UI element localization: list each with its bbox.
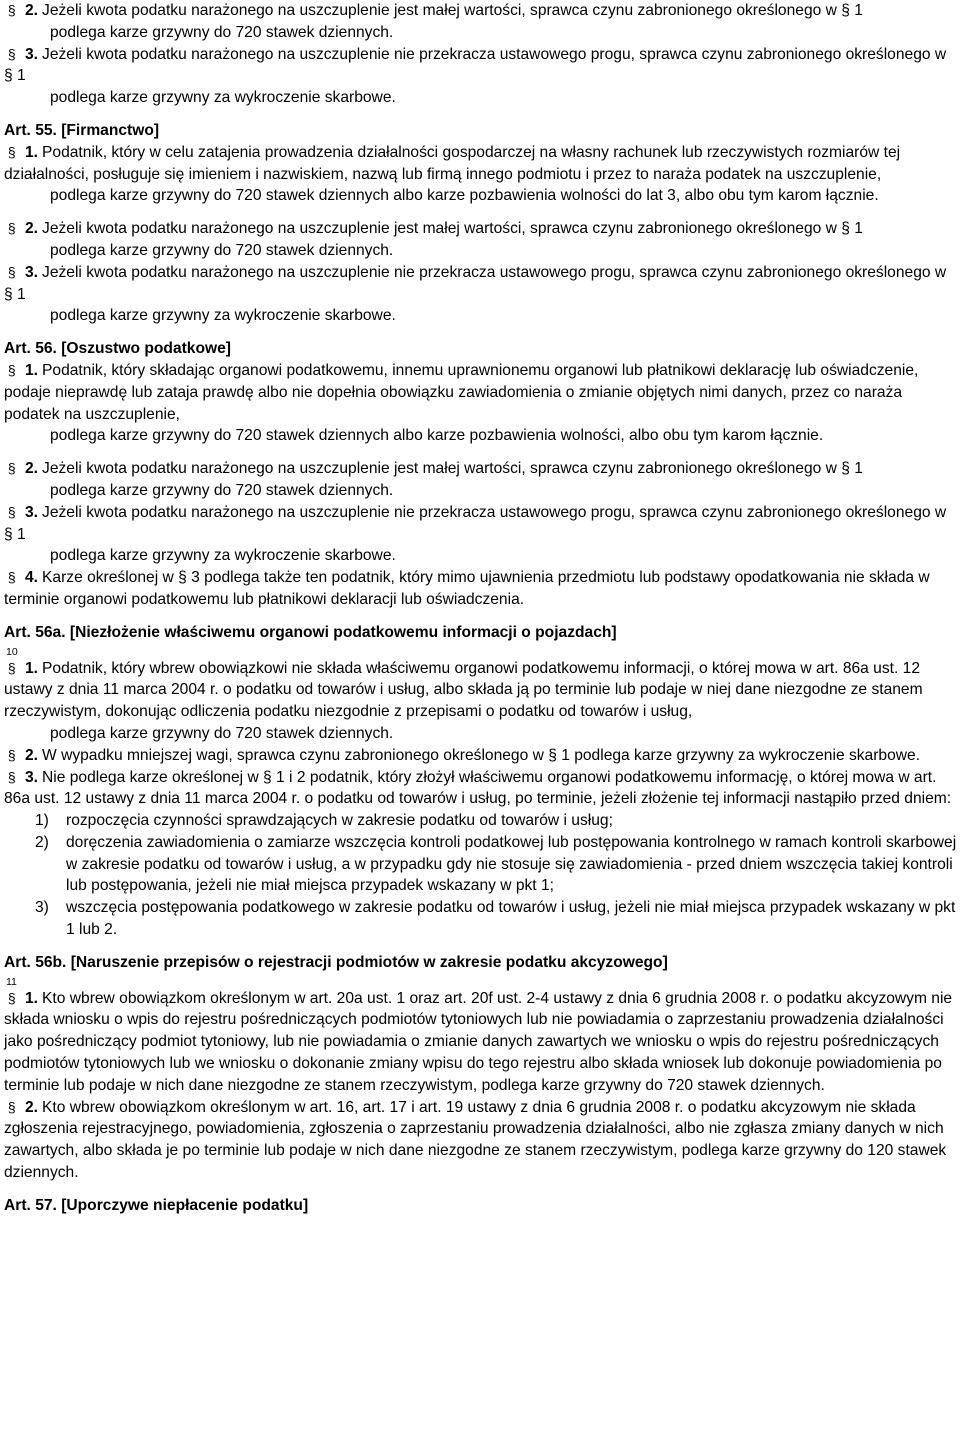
- paragraph: [4, 1097, 958, 1184]
- list-point: [4, 897, 958, 941]
- penalty-clause: podlega karze grzywny za wykroczenie skarbowe.: [50, 547, 396, 565]
- block-gap: [4, 941, 958, 952]
- paragraph: [4, 262, 958, 306]
- paragraph-text: W wypadku mniejszej wagi, sprawca czynu zabronionego określonego w § 1 podlega karze grzywny za wykroczenie skarbowe.: [42, 746, 921, 764]
- paragraph: [4, 360, 958, 425]
- footnote-marker[interactable]: 11: [6, 975, 17, 988]
- block-gap: [4, 109, 958, 120]
- penalty-clause: podlega karze grzywny do 720 stawek dziennych.: [50, 724, 394, 742]
- paragraph: [4, 767, 958, 811]
- block-gap: [4, 207, 958, 218]
- paragraph-number: 3.: [25, 263, 39, 281]
- article-heading: Art. 56. [Oszustwo podatkowe]: [4, 340, 232, 358]
- paragraph-text: Kto wbrew obowiązkom określonym w art. 16, art. 17 i art. 19 ustawy z dnia 6 grudnia 2008 r. o podatku akcyzowym nie składa zgłoszenia rejestracyjnego, powiadomienia, zgłoszenia o zaprzestaniu prowadzenia działalności, albo nie zgłasza zmiany danych w nich zawartych, albo składa je po terminie lub podaje w nich dane niezgodne ze stanem rzeczywistym, podlega karze grzywny do 120 stawek dziennych.: [4, 1098, 947, 1182]
- section-sign-icon: §: [4, 361, 16, 378]
- paragraph: [4, 988, 958, 1097]
- paragraph: [4, 502, 958, 546]
- paragraph-number: 1.: [25, 361, 39, 379]
- article-heading: Art. 57. [Uporczywe niepłacenie podatku]: [4, 1196, 309, 1214]
- block-gap: [4, 611, 958, 622]
- paragraph-number: 3.: [25, 503, 39, 521]
- paragraph-number: 1.: [25, 989, 39, 1007]
- block-gap: [4, 1184, 958, 1195]
- section-sign-icon: §: [4, 503, 16, 520]
- block-gap: [4, 447, 958, 458]
- paragraph-text: Jeżeli kwota podatku narażonego na uszczuplenie nie przekracza ustawowego progu, sprawca czynu zabronionego określonego w § 1: [4, 503, 947, 543]
- section-sign-icon: §: [4, 460, 16, 477]
- point-number: 3): [35, 899, 49, 917]
- point-number: 1): [35, 812, 49, 830]
- section-sign-icon: §: [4, 746, 16, 763]
- paragraph-text: Podatnik, który wbrew obowiązkowi nie składa właściwemu organowi podatkowemu informacji, o której mowa w art. 86a ust. 12 ustawy z dnia 11 marca 2004 r. o podatku od towarów i usług, albo składa ją po terminie lub podaje w niej dane niezgodne ze stanem rzeczywistym, dokonując odliczenia podatku niezgodnie z przepisami o podatku od towarów i usług,: [4, 659, 923, 721]
- paragraph: [4, 218, 958, 240]
- section-sign-icon: §: [4, 768, 16, 785]
- article-heading: Art. 55. [Firmanctwo]: [4, 121, 160, 139]
- penalty-clause: podlega karze grzywny do 720 stawek dziennych albo karze pozbawienia wolności do lat 3, albo obu tym karom łącznie.: [50, 187, 879, 205]
- section-sign-icon: §: [4, 263, 16, 280]
- penalty-clause: podlega karze grzywny do 720 stawek dziennych.: [50, 23, 394, 41]
- paragraph-number: 4.: [25, 569, 39, 587]
- section-sign-icon: §: [4, 659, 16, 676]
- paragraph-number: 3.: [25, 768, 39, 786]
- paragraph-text: Karze określonej w § 3 podlega także ten podatnik, który mimo ujawnienia przedmiotu lub podstawy opodatkowania nie składa w terminie organowi podatkowemu lub płatnikowi deklaracji lub oświadczenia.: [4, 569, 930, 608]
- penalty-clause: podlega karze grzywny za wykroczenie skarbowe.: [50, 89, 396, 107]
- penalty-clause: podlega karze grzywny za wykroczenie skarbowe.: [50, 307, 396, 325]
- paragraph-text: Podatnik, który składając organowi podatkowemu, innemu uprawnionemu organowi lub płatnikowi deklarację lub oświadczenie, podaje nieprawdę lub zataja prawdę albo nie dopełnia obowiązku zawiadomienia o zmianie objętych nimi danych, przez co naraża podatek na uszczuplenie,: [4, 361, 919, 423]
- section-sign-icon: §: [4, 2, 16, 18]
- section-sign-icon: §: [4, 220, 16, 237]
- paragraph-text: Jeżeli kwota podatku narażonego na uszczuplenie nie przekracza ustawowego progu, sprawca czynu zabronionego określonego w § 1: [4, 263, 947, 303]
- paragraph: [4, 658, 958, 723]
- block-gap: [4, 327, 958, 338]
- article-heading: Art. 56a. [Niezłożenie właściwemu organowi podatkowemu informacji o pojazdach]: [4, 623, 617, 641]
- section-sign-icon: §: [4, 45, 16, 62]
- point-text: rozpoczęcia czynności sprawdzających w zakresie podatku od towarów i usług;: [66, 812, 613, 830]
- penalty-clause: podlega karze grzywny do 720 stawek dziennych albo karze pozbawienia wolności, albo obu tym karom łącznie.: [50, 427, 824, 445]
- penalty-clause: podlega karze grzywny do 720 stawek dziennych.: [50, 481, 394, 499]
- paragraph-number: 2.: [25, 746, 39, 764]
- point-number: 2): [35, 833, 49, 851]
- paragraph-text: Jeżeli kwota podatku narażonego na uszczuplenie jest małej wartości, sprawca czynu zabronionego określonego w § 1: [42, 460, 863, 478]
- paragraph-text: Podatnik, który w celu zatajenia prowadzenia działalności gospodarczej na własny rachunek lub rzeczywistych rozmiarów tej działalności, posługuje się imieniem i nazwiskiem, nazwą lub firmą innego podmiotu i przez to naraża podatek na uszczuplenie,: [4, 143, 901, 183]
- point-text: doręczenia zawiadomienia o zamiarze wszczęcia kontroli podatkowej lub postępowania kontrolnego w ramach kontroli skarbowej w zakresie podatku od towarów i usług, a w przypadku gdy nie stosuje się zawiadomienia - przed dniem wszczęcia takiej kontroli lub postępowania, jeżeli nie miał miejsca przypadek wskazany w pkt 1;: [66, 833, 957, 895]
- list-point: [4, 810, 958, 832]
- paragraph-number: 1.: [25, 143, 39, 161]
- paragraph: [4, 745, 958, 767]
- paragraph-number: 2.: [25, 1098, 39, 1116]
- footnote-marker[interactable]: 10: [6, 645, 18, 658]
- paragraph-number: 2.: [25, 460, 39, 478]
- paragraph-text: Jeżeli kwota podatku narażonego na uszczuplenie jest małej wartości, sprawca czynu zabronionego określonego w § 1: [42, 220, 863, 238]
- paragraph-number: 2.: [25, 2, 39, 19]
- paragraph-text: Jeżeli kwota podatku narażonego na uszczuplenie jest małej wartości, sprawca czynu zabronionego określonego w § 1: [42, 2, 863, 19]
- paragraph-text: Nie podlega karze określonej w § 1 i 2 podatnik, który złożył właściwemu organowi podatkowemu informację, o której mowa w art. 86a ust. 12 ustawy z dnia 11 marca 2004 r. o podatku od towarów i usług, po terminie, jeżeli złożenie tej informacji nastąpiło przed dniem:: [4, 768, 952, 808]
- paragraph: [4, 44, 958, 88]
- paragraph: [4, 0, 958, 22]
- paragraph-text: Jeżeli kwota podatku narażonego na uszczuplenie nie przekracza ustawowego progu, sprawca czynu zabronionego określonego w § 1: [4, 45, 947, 85]
- section-sign-icon: §: [4, 569, 16, 586]
- paragraph-number: 1.: [25, 659, 39, 677]
- penalty-clause: podlega karze grzywny do 720 stawek dziennych.: [50, 241, 394, 259]
- paragraph: [4, 142, 958, 186]
- point-text: wszczęcia postępowania podatkowego w zakresie podatku od towarów i usług, jeżeli nie miał miejsca przypadek wskazany w pkt 1 lub 2.: [66, 899, 956, 939]
- paragraph-number: 2.: [25, 220, 39, 238]
- paragraph-number: 3.: [25, 45, 39, 63]
- section-sign-icon: §: [4, 1098, 16, 1115]
- article-heading: Art. 56b. [Naruszenie przepisów o rejestracji podmiotów w zakresie podatku akcyzowego]: [4, 953, 668, 971]
- section-sign-icon: §: [4, 143, 16, 160]
- section-sign-icon: §: [4, 989, 16, 1006]
- paragraph: [4, 567, 958, 611]
- paragraph-text: Kto wbrew obowiązkom określonym w art. 20a ust. 1 oraz art. 20f ust. 2-4 ustawy z dnia 6 grudnia 2008 r. o podatku akcyzowym nie składa wniosku o wpis do rejestru pośredniczących podmiotów tytoniowych lub nie powiadamia o zaprzestaniu prowadzenia działalności jako pośredniczący podmiot tytoniowy, lub nie powiadamia o zmianie danych zawartych we wniosku o wpis do rejestru pośredniczących podmiotów tytoniowych lub we wniosku o dokonanie zmiany wpisu do tego rejestru albo składa wniosek lub dokonuje powiadomienia po terminie lub podaje w nich dane niezgodne ze stanem rzeczywistym, podlega karze grzywny do 720 stawek dziennych.: [4, 989, 953, 1094]
- paragraph: [4, 458, 958, 480]
- list-point: [4, 832, 958, 897]
